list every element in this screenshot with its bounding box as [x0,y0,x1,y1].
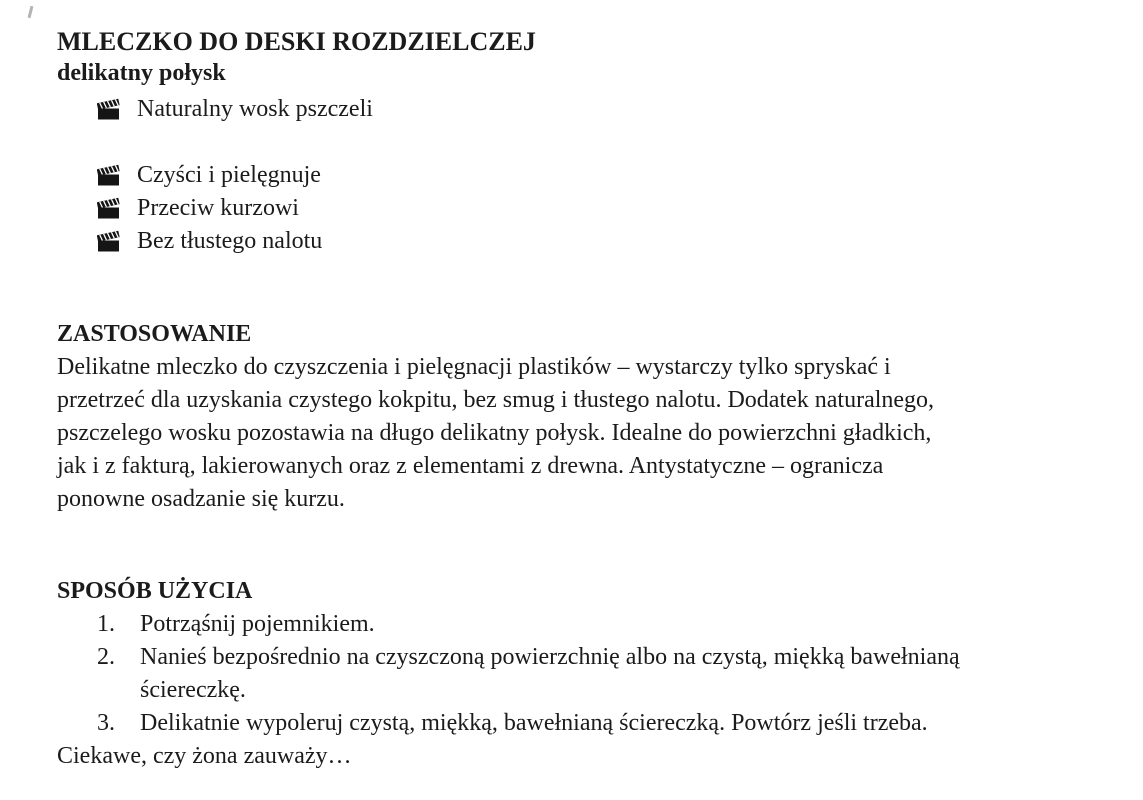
paragraph-line: ponowne osadzanie się kurzu. [57,486,345,512]
step-number: 1. [97,611,115,637]
steps-list [57,608,1093,740]
feature-item [57,192,1093,225]
feature-text: Naturalny wosk pszczeli [137,96,373,122]
feature-text: Bez tłustego nalotu [137,228,323,254]
step-number: 3. [97,710,115,736]
step-item [57,641,1093,707]
step-item [57,608,1093,641]
feature-text: Czyści i pielęgnuje [137,162,321,188]
feature-text: Przeciw kurzowi [137,195,299,221]
clapperboard-icon [97,97,121,119]
section-heading-sposob-uzycia: SPOSÓB UŻYCIA [57,578,253,604]
step-text-line: ściereczkę. [140,677,246,703]
step-text-line: Potrząśnij pojemnikiem. [140,611,375,637]
clapperboard-icon [97,196,121,218]
feature-item [57,225,1093,258]
clapperboard-icon [97,229,121,251]
paragraph-line: jak i z fakturą, lakierowanych oraz z elementami z drewna. Antystatyczne – ogranicza [57,453,884,479]
product-title: MLECZKO DO DESKI ROZDZIELCZEJ [57,27,536,56]
step-text-line: Delikatnie wypoleruj czystą, miękką, bawełnianą ściereczką. Powtórz jeśli trzeba. [140,710,928,736]
paragraph-line: przetrzeć dla uzyskania czystego kokpitu, bez smug i tłustego nalotu. Dodatek naturalnego, [57,387,935,413]
scan-artifact [28,6,34,18]
product-subtitle: delikatny połysk [57,60,226,86]
step-item [57,707,1093,740]
usage-paragraph [57,351,1093,516]
step-text-line: Nanieś bezpośrednio na czyszczoną powierzchnię albo na czystą, miękką bawełnianą [140,644,960,670]
step-number: 2. [97,644,115,670]
clapperboard-icon [97,163,121,185]
section-heading-zastosowanie: ZASTOSOWANIE [57,321,252,347]
paragraph-line: Delikatne mleczko do czyszczenia i pielęgnacji plastików – wystarczy tylko spryskać i [57,354,891,380]
feature-item [57,159,1093,192]
closing-note: Ciekawe, czy żona zauważy… [57,743,352,769]
feature-item [57,93,1093,126]
feature-list [57,93,1093,258]
paragraph-line: pszczelego wosku pozostawia na długo delikatny połysk. Idealne do powierzchni gładkich, [57,420,932,446]
